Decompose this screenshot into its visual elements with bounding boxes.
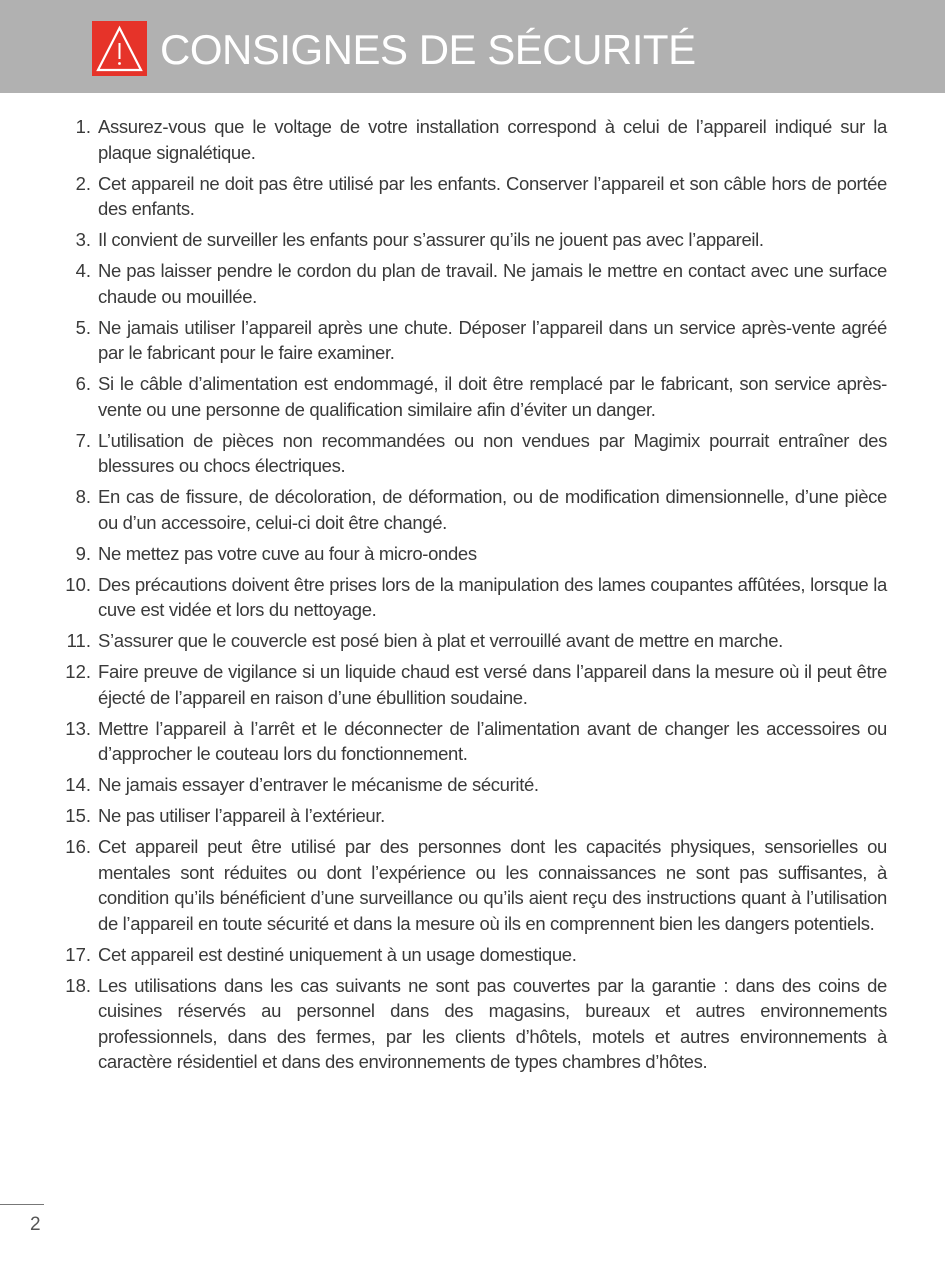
item-number: 16. bbox=[65, 836, 91, 857]
item-text: Ne pas laisser pendre le cordon du plan de travail. Ne jamais le mettre en contact avec une surface chaude ou mouillée. bbox=[98, 260, 887, 307]
item-text: Cet appareil peut être utilisé par des personnes dont les capacités physiques, sensorielles ou mentales sont réduites ou dont l’expérience ou les connaissances ne sont pas suffisantes, à condition qu’ils bénéficient d’une surveillance ou qu’ils aient reçu des instructions quant à l’utilisation de l’appareil en toute sécurité et dans la mesure où ils en comprennent bien les dangers potentiels. bbox=[98, 836, 887, 934]
item-text: L’utilisation de pièces non recommandées ou non vendues par Magimix pourrait entraîner des blessures ou chocs électriques. bbox=[98, 429, 887, 476]
list-item bbox=[0, 572, 887, 623]
item-text: S’assurer que le couvercle est posé bien à plat et verrouillé avant de mettre en marche. bbox=[98, 630, 783, 651]
item-number: 18. bbox=[65, 974, 91, 996]
item-text: Ne pas utiliser l’appareil à l’extérieur. bbox=[98, 805, 385, 826]
list-item bbox=[0, 772, 887, 798]
warning-triangle-icon bbox=[92, 21, 147, 76]
item-number: 14. bbox=[65, 774, 91, 795]
item-number: 7. bbox=[75, 429, 91, 451]
item-text: Mettre l’appareil à l’arrêt et le déconnecter de l’alimentation avant de changer les accessoires ou d’approcher le couteau lors du fonctionnement. bbox=[98, 717, 887, 764]
item-text: Si le câble d’alimentation est endommagé, il doit être remplacé par le fabricant, son service après-vente ou une personne de qualification similaire afin d’éviter un danger. bbox=[98, 373, 887, 420]
item-number: 15. bbox=[65, 805, 91, 826]
list-item bbox=[0, 716, 887, 767]
item-number: 5. bbox=[75, 316, 91, 338]
item-text: Faire preuve de vigilance si un liquide chaud est versé dans l’appareil dans la mesure où il peut être éjecté de l’appareil en raison d’une ébullition soudaine. bbox=[98, 661, 887, 708]
item-text: Ne jamais utiliser l’appareil après une chute. Déposer l’appareil dans un service après-vente agréé par le fabricant pour le faire examiner. bbox=[98, 316, 887, 363]
list-item bbox=[0, 942, 887, 968]
item-text: Ne jamais essayer d’entraver le mécanisme de sécurité. bbox=[98, 774, 539, 795]
item-number: 12. bbox=[65, 661, 91, 682]
item-number: 13. bbox=[65, 717, 91, 739]
safety-instructions-list bbox=[0, 114, 887, 1080]
list-item bbox=[0, 834, 887, 936]
list-item bbox=[0, 803, 887, 829]
item-number: 6. bbox=[75, 373, 91, 394]
item-number: 9. bbox=[75, 542, 91, 564]
item-number: 4. bbox=[75, 260, 91, 281]
list-item bbox=[0, 973, 887, 1075]
page-number: 2 bbox=[30, 1214, 41, 1235]
item-number: 8. bbox=[75, 486, 91, 507]
list-item bbox=[0, 484, 887, 535]
page-title: CONSIGNES DE SÉCURITÉ bbox=[160, 26, 696, 73]
item-text: Cet appareil ne doit pas être utilisé par les enfants. Conserver l’appareil et son câble hors de portée des enfants. bbox=[98, 172, 887, 219]
item-number: 1. bbox=[75, 116, 91, 137]
item-text: Cet appareil est destiné uniquement à un usage domestique. bbox=[98, 943, 577, 965]
list-item bbox=[0, 659, 887, 710]
item-number: 11. bbox=[66, 630, 91, 651]
item-text: Ne mettez pas votre cuve au four à micro-ondes bbox=[98, 542, 477, 564]
list-item bbox=[0, 227, 887, 253]
list-item bbox=[0, 541, 887, 567]
list-item bbox=[0, 428, 887, 479]
item-text: Assurez-vous que le voltage de votre installation correspond à celui de l’appareil indiqué sur la plaque signalétique. bbox=[98, 116, 887, 163]
item-text: Les utilisations dans les cas suivants ne sont pas couvertes par la garantie : dans des coins de cuisines réservés au personnel dans des magasins, bureaux et autres environnements professionnels, dans des fermes, par les clients d’hôtels, motels et autres environnements à caractère résidentiel et dans des environnements de types chambres d’hôtes. bbox=[98, 974, 887, 1072]
item-number: 10. bbox=[65, 573, 91, 595]
list-item bbox=[0, 258, 887, 309]
list-item bbox=[0, 114, 887, 165]
item-number: 17. bbox=[65, 943, 91, 965]
item-text: Des précautions doivent être prises lors de la manipulation des lames coupantes affûtées, lorsque la cuve est vidée et lors du nettoyage. bbox=[98, 573, 887, 620]
list-item bbox=[0, 171, 887, 222]
footer-rule bbox=[0, 1204, 44, 1205]
item-number: 3. bbox=[75, 229, 91, 250]
header-bar bbox=[0, 0, 945, 93]
item-text: En cas de fissure, de décoloration, de déformation, ou de modification dimensionnelle, d’une pièce ou d’un accessoire, celui-ci doit être changé. bbox=[98, 486, 887, 533]
item-number: 2. bbox=[75, 172, 91, 194]
item-text: Il convient de surveiller les enfants pour s’assurer qu’ils ne jouent pas avec l’appareil. bbox=[98, 229, 764, 250]
list-item bbox=[0, 315, 887, 366]
list-item bbox=[0, 628, 887, 654]
list-item bbox=[0, 371, 887, 422]
